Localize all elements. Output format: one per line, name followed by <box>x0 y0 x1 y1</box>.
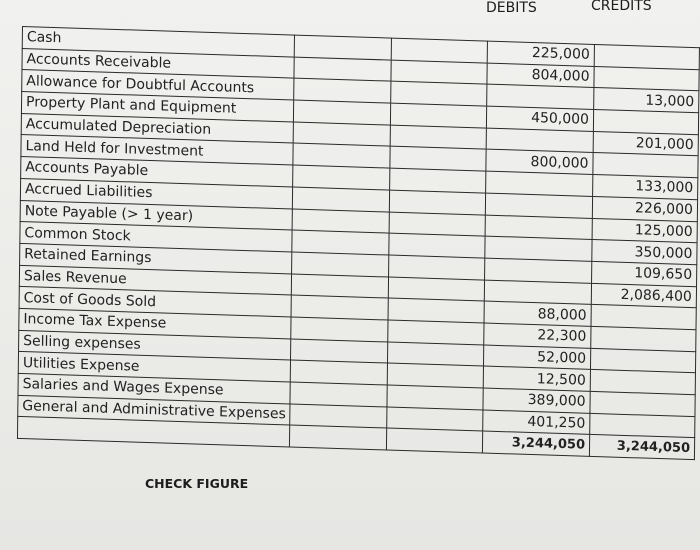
debit-amount: 22,300 <box>484 323 591 348</box>
blank-cell <box>389 233 486 258</box>
blank-cell <box>388 255 485 280</box>
blank-cell <box>390 125 487 150</box>
blank-cell <box>387 385 484 410</box>
blank-cell <box>391 38 488 63</box>
blank-cell <box>295 35 392 60</box>
account-name: Land Held for Investment <box>21 135 294 165</box>
blank-cell <box>390 147 487 172</box>
blank-cell <box>391 81 488 106</box>
trial-balance-body <box>18 27 700 439</box>
account-name: Cost of Goods Sold <box>19 287 292 317</box>
debit-amount: 389,000 <box>483 388 590 413</box>
blank-cell <box>389 190 486 215</box>
account-name: Cash <box>22 27 295 57</box>
credit-amount: 2,086,400 <box>591 283 696 308</box>
debit-amount: 401,250 <box>483 410 590 435</box>
account-name: Selling expenses <box>19 330 292 360</box>
debits-header: DEBITS <box>486 0 537 16</box>
account-name: Note Payable (> 1 year) <box>20 200 293 230</box>
account-name: Accumulated Depreciation <box>21 113 294 143</box>
credits-header: CREDITS <box>591 0 652 14</box>
blank-cell <box>290 382 387 407</box>
blank-cell <box>290 404 387 429</box>
debit-amount: 12,500 <box>483 366 590 391</box>
blank-cell <box>390 103 487 128</box>
blank-cell <box>292 295 389 320</box>
blank-cell <box>292 274 389 299</box>
credit-amount: 133,000 <box>593 175 698 200</box>
totals-blank-cell <box>290 425 387 450</box>
debit-amount: 225,000 <box>487 41 594 66</box>
blank-cell <box>294 78 391 103</box>
account-name: Utilities Expense <box>18 352 291 382</box>
blank-cell <box>294 100 391 125</box>
blank-cell <box>291 317 388 342</box>
credit-amount: 109,650 <box>592 261 697 286</box>
credit-amount: 226,000 <box>592 196 697 221</box>
blank-cell <box>291 339 388 364</box>
blank-cell <box>387 342 484 367</box>
blank-cell <box>292 230 389 255</box>
debit-amount: 52,000 <box>484 345 591 370</box>
debit-amount: 804,000 <box>487 63 594 88</box>
totals-blank-cell <box>386 428 483 453</box>
blank-cell <box>388 298 485 323</box>
blank-cell <box>389 212 486 237</box>
blank-cell <box>388 320 485 345</box>
account-name: Allowance for Doubtful Accounts <box>22 70 295 100</box>
credit-amount: 13,000 <box>594 88 699 113</box>
debit-amount: 88,000 <box>484 301 591 326</box>
account-name: Income Tax Expense <box>19 308 292 338</box>
credit-amount: 350,000 <box>592 240 697 265</box>
blank-cell <box>294 57 391 82</box>
account-name: Common Stock <box>20 222 293 252</box>
total-debits: 3,244,050 <box>483 431 590 456</box>
blank-cell <box>292 252 389 277</box>
check-figure-label: CHECK FIGURE <box>145 476 249 491</box>
account-name: Salaries and Wages Expense <box>18 373 291 403</box>
account-name: Property Plant and Equipment <box>21 92 294 122</box>
blank-cell <box>387 363 484 388</box>
blank-cell <box>387 407 484 432</box>
blank-cell <box>293 187 390 212</box>
debit-amount: 450,000 <box>487 106 594 131</box>
credit-amount: 125,000 <box>592 218 697 243</box>
account-name: Accrued Liabilities <box>20 178 293 208</box>
total-credits: 3,244,050 <box>589 435 694 460</box>
account-name: Retained Earnings <box>20 243 293 273</box>
blank-cell <box>294 122 391 147</box>
blank-cell <box>388 277 485 302</box>
blank-cell <box>391 60 488 85</box>
credit-amount: 201,000 <box>593 131 698 156</box>
trial-balance-table <box>17 26 700 460</box>
account-name: Accounts Receivable <box>22 48 295 78</box>
blank-cell <box>293 143 390 168</box>
blank-cell <box>291 360 388 385</box>
debit-amount: 800,000 <box>486 150 593 175</box>
account-name: Sales Revenue <box>19 265 292 295</box>
account-name: General and Administrative Expenses <box>18 395 291 425</box>
blank-cell <box>389 168 486 193</box>
blank-cell <box>293 165 390 190</box>
blank-cell <box>293 209 390 234</box>
account-name: Accounts Payable <box>21 157 294 187</box>
